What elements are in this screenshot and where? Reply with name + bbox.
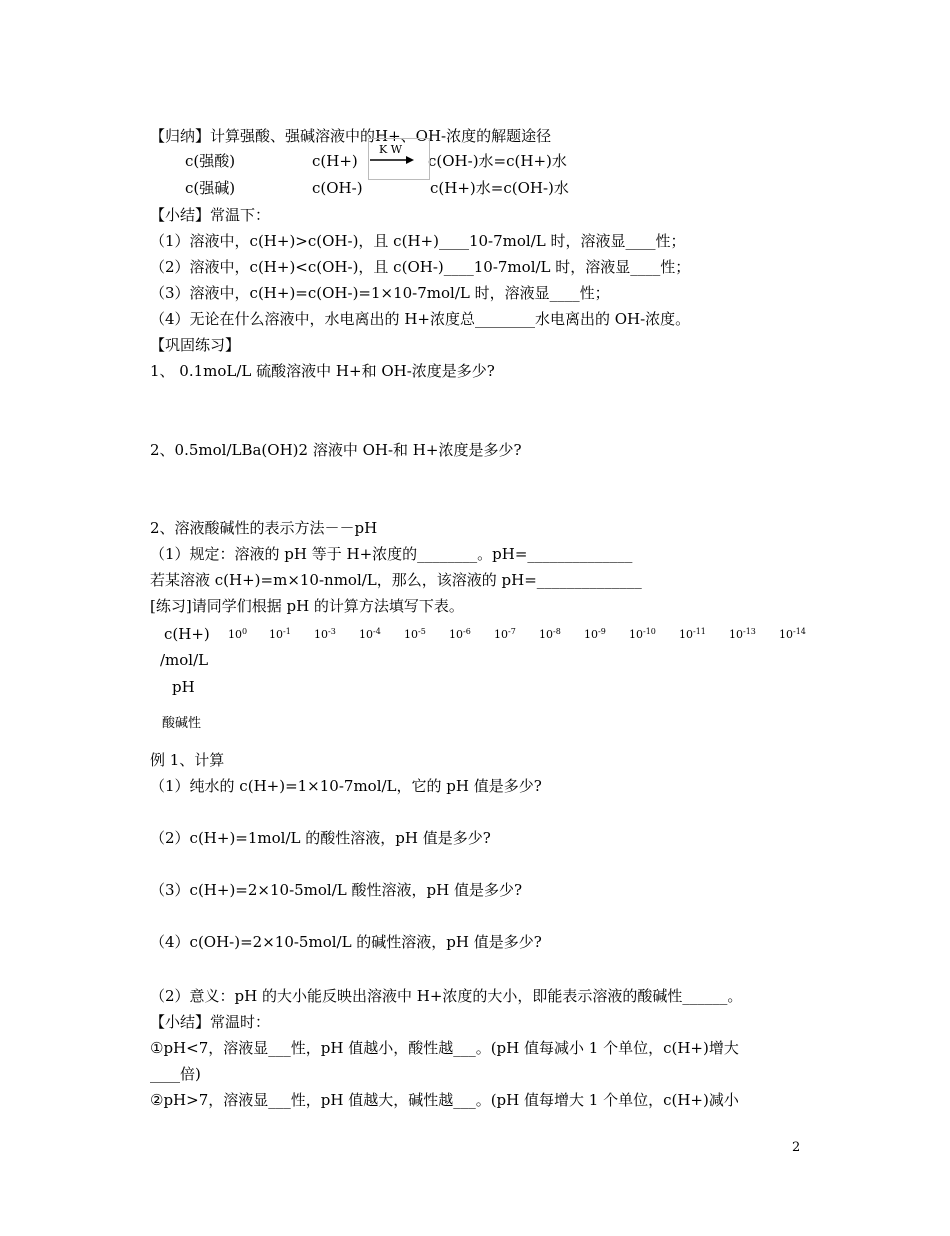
- meaning-line: （2）意义：pH 的大小能反映出溶液中 H+浓度的大小，即能表示溶液的酸碱性______。: [150, 987, 743, 1005]
- exponent: -5: [418, 627, 426, 636]
- table-cell: $10^{-13}$: [729, 627, 756, 641]
- example-q3: （3）c(H+)=2×10-5mol/L 酸性溶液，pH 值是多少?: [150, 881, 523, 899]
- summary2-item-2: ②pH>7，溶液显___性，pH 值越大，碱性越___。(pH 值每增大 1 个单位，c(H+)减小: [150, 1091, 739, 1109]
- table-cell: $10^{-7}$: [494, 627, 516, 641]
- practice-title: 【巩固练习】: [150, 336, 241, 354]
- exponent: -13: [743, 627, 756, 636]
- formula-line: 若某溶液 c(H+)=m×10-nmol/L，那么，该溶液的 pH=______________: [150, 571, 642, 589]
- summary-item-3: （3）溶液中，c(H+)=c(OH-)=1×10-7mol/L 时，溶液显____性；: [150, 284, 610, 302]
- exponent: -14: [793, 627, 806, 636]
- kw-label: K W: [379, 143, 403, 156]
- table-label-ch: c(H+): [164, 625, 210, 643]
- exponent: -1: [283, 627, 291, 636]
- summary-item-2: （2）溶液中，c(H+)<c(OH-)，且 c(OH-)____10-7mol/L 时，溶液显____性；: [150, 258, 691, 276]
- practice-q2: 2、0.5mol/LBa(OH)2 溶液中 OH-和 H+浓度是多少?: [150, 441, 522, 459]
- example-title: 例 1、计算: [150, 751, 225, 769]
- table-cell: $10^{-10}$: [629, 627, 656, 641]
- exponent: -3: [328, 627, 336, 636]
- table-label-unit: /mol/L: [160, 651, 209, 669]
- route-base-ion: c(OH-): [312, 179, 363, 197]
- exponent: -4: [373, 627, 381, 636]
- route-acid-result: c(OH-)水=c(H+)水: [428, 152, 567, 170]
- example-q4: （4）c(OH-)=2×10-5mol/L 的碱性溶液，pH 值是多少?: [150, 933, 542, 951]
- summary-title: 【小结】常温下：: [150, 206, 271, 224]
- exponent: -9: [598, 627, 606, 636]
- summary2-title: 【小结】常温时：: [150, 1013, 271, 1031]
- summary-heading: 【归纳】计算强酸、强碱溶液中的H+、OH-浓度的解题途径: [150, 127, 552, 145]
- table-cell: $10^{-9}$: [584, 627, 606, 641]
- table-cell: $10^0$: [228, 627, 248, 641]
- table-cell: $10^{-1}$: [269, 627, 291, 641]
- table-cell: $10^{-5}$: [404, 627, 426, 641]
- practice-q1: 1、 0.1moL/L 硫酸溶液中 H+和 OH-浓度是多少?: [150, 362, 495, 380]
- route-acid-label: c(强酸): [185, 152, 236, 170]
- exponent: -11: [693, 627, 706, 636]
- table-label-acidity: 酸碱性: [162, 716, 202, 731]
- route-acid-ion: c(H+): [312, 152, 358, 170]
- example-q2: （2）c(H+)=1mol/L 的酸性溶液，pH 值是多少?: [150, 829, 491, 847]
- exponent: -8: [553, 627, 561, 636]
- summary2-item-1-cont: ____倍): [150, 1065, 201, 1083]
- definition-line: （1）规定：溶液的 pH 等于 H+浓度的________。pH=______________: [150, 545, 633, 563]
- table-label-ph: pH: [172, 678, 195, 696]
- section-title: 2、溶液酸碱性的表示方法－－pH: [150, 519, 378, 537]
- table-cell: $10^{-4}$: [359, 627, 381, 641]
- exponent: -10: [643, 627, 656, 636]
- table-cell: $10^{-8}$: [539, 627, 561, 641]
- exponent: -6: [463, 627, 471, 636]
- table-cell: $10^{-11}$: [679, 627, 706, 641]
- exercise-instruction: [练习]请同学们根据 pH 的计算方法填写下表。: [150, 597, 464, 615]
- table-cell: $10^{-6}$: [449, 627, 471, 641]
- page-number: 2: [792, 1140, 801, 1155]
- arrow-icon: [369, 155, 415, 165]
- exponent: 0: [242, 627, 248, 636]
- table-cell: $10^{-14}$: [779, 627, 806, 641]
- example-q1: （1）纯水的 c(H+)=1×10-7mol/L，它的 pH 值是多少?: [150, 777, 542, 795]
- exponent: -7: [508, 627, 516, 636]
- summary-item-1: （1）溶液中，c(H+)>c(OH-)，且 c(H+)____10-7mol/L 时，溶液显____性；: [150, 232, 686, 250]
- route-base-label: c(强碱): [185, 179, 236, 197]
- summary2-item-1: ①pH<7，溶液显___性，pH 值越小，酸性越___。(pH 值每减小 1 个单位，c(H+)增大: [150, 1039, 739, 1057]
- route-base-result: c(H+)水=c(OH-)水: [430, 179, 569, 197]
- summary-item-4: （4）无论在什么溶液中，水电离出的 H+浓度总________水电离出的 OH-浓度。: [150, 310, 691, 328]
- table-cell: $10^{-3}$: [314, 627, 336, 641]
